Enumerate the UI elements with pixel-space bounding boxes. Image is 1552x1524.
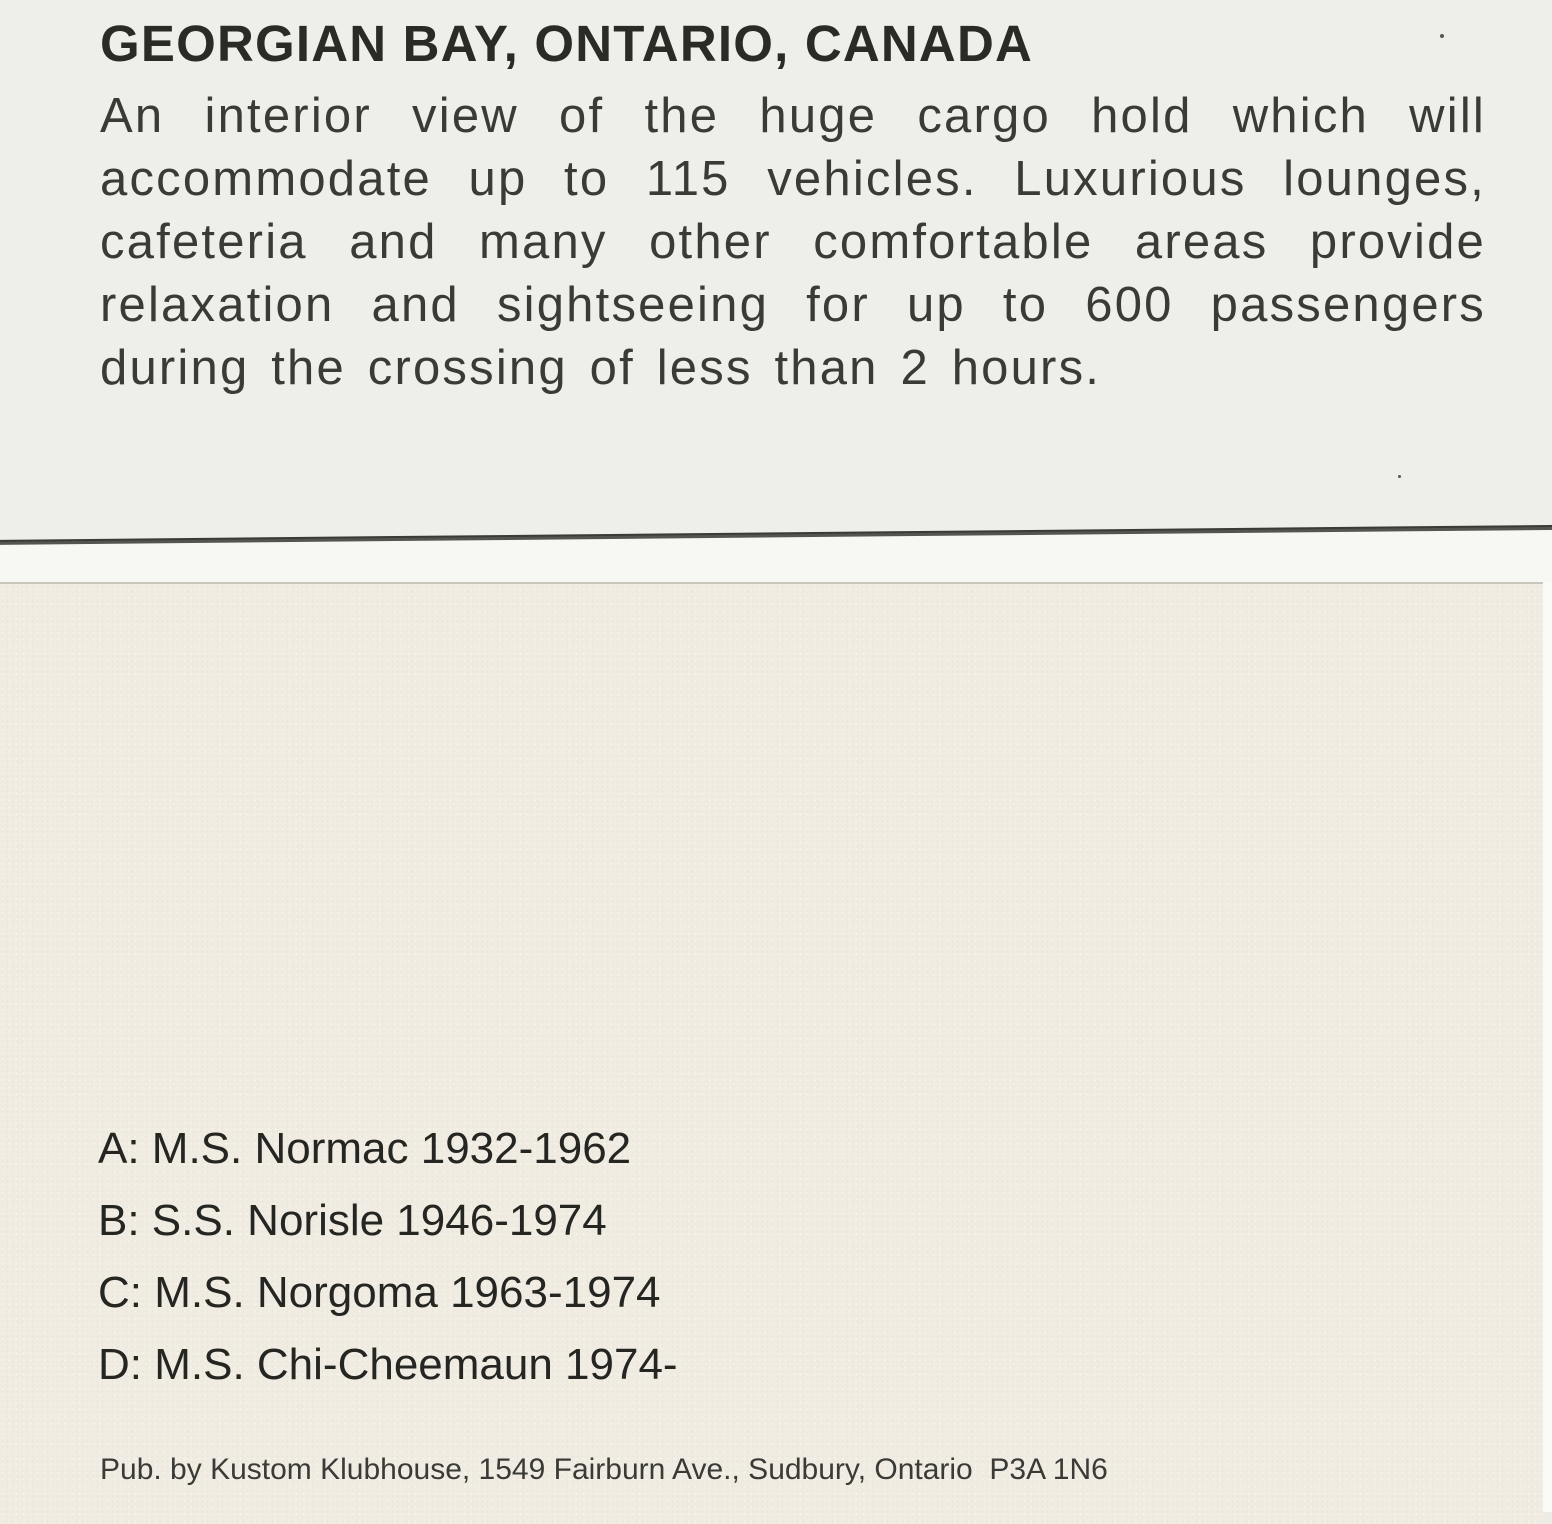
paper-speck [1440,34,1444,38]
postcard-description: An interior view of the huge cargo hold which will accommodate up to 115 vehicles. Luxurious lounges, cafeteria and many other comfortable areas provide relaxation and sightseeing for up to 600 passengers during the crossing of less than 2 hours. [100,89,1486,395]
publisher-line: Pub. by Kustom Klubhouse, 1549 Fairburn Ave., Sudbury, Ontario P3A 1N6 [100,1453,1108,1486]
vessel-item: B: S.S. Norisle 1946-1974 [98,1196,607,1245]
vessel-item: A: M.S. Normac 1932-1962 [98,1124,632,1173]
vessel-item: D: M.S. Chi-Cheemaun 1974- [98,1340,678,1389]
vessel-item: C: M.S. Norgoma 1963-1974 [98,1268,661,1317]
postcard-title: GEORGIAN BAY, ONTARIO, CANADA [100,15,1034,72]
vessel-list [98,1113,678,1401]
paper-speck [1398,475,1401,478]
card-edge [1543,582,1552,1512]
